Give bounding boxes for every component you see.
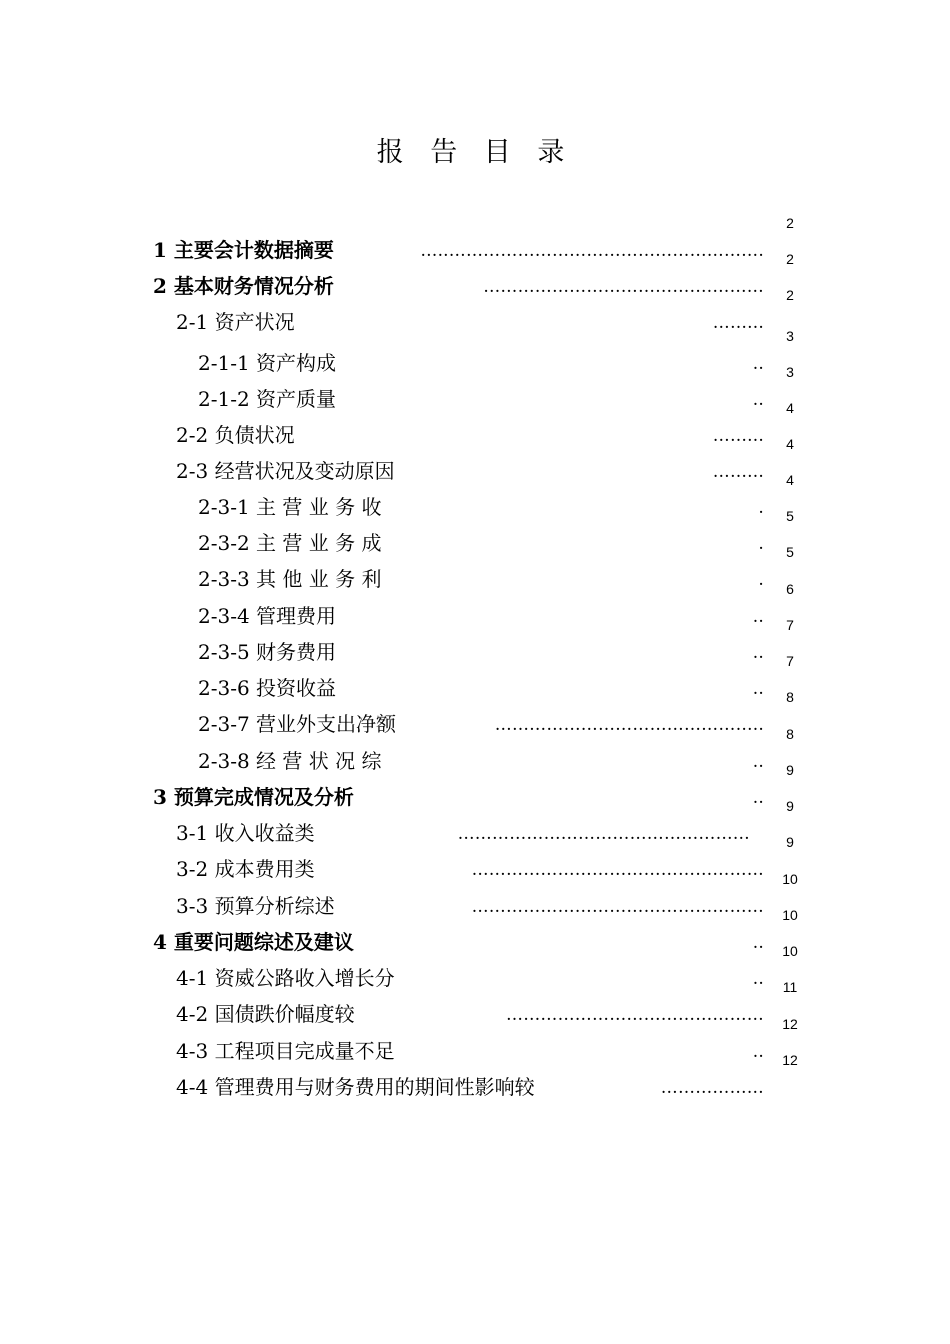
toc-entry-label: 2-1 资产状况 xyxy=(176,310,295,334)
toc-entry-label: 4-3 工程项目完成量不足 xyxy=(176,1039,395,1063)
toc-page-number: 10 xyxy=(782,907,798,923)
toc-entry-label: 2-3 经营状况及变动原因 xyxy=(176,459,395,483)
toc-leader-dots: ……………………………………….. xyxy=(494,715,764,735)
toc-entry-label: 2-2 负债状况 xyxy=(176,423,295,447)
toc-page-number: 6 xyxy=(786,581,794,597)
toc-page-number: 9 xyxy=(786,762,794,778)
toc-entry-label: 3-3 预算分析综述 xyxy=(176,894,335,918)
toc-leader-dots: .. xyxy=(752,1042,764,1062)
toc-page-number: 5 xyxy=(786,544,794,560)
toc-leader-dots: .. xyxy=(752,607,764,627)
toc-page-number: 12 xyxy=(782,1016,798,1032)
toc-entry-label: 1 主要会计数据摘要 xyxy=(153,238,334,262)
toc-page-number: 2 xyxy=(786,251,794,267)
toc-leader-dots: .. xyxy=(752,643,764,663)
toc-leader-dots: ……... xyxy=(712,462,764,482)
toc-page-number: 3 xyxy=(786,328,794,344)
toc-leader-dots: .. xyxy=(752,788,764,808)
toc-page-number: 8 xyxy=(786,689,794,705)
toc-entry-label: 2-3-4 管理费用 xyxy=(198,604,337,628)
toc-leader-dots: ……... xyxy=(712,426,764,446)
document-title: 报 告 目 录 xyxy=(376,137,574,168)
toc-entry-label: 4-2 国债跌价幅度较 xyxy=(176,1002,355,1026)
toc-entry-label: 2-3-5 财务费用 xyxy=(198,640,337,664)
toc-page-number: 12 xyxy=(782,1052,798,1068)
toc-entry-label: 2-3-3 其 他 业 务 利 xyxy=(198,567,382,591)
toc-page-number: 4 xyxy=(786,436,794,452)
toc-leader-dots: …………………………………………… xyxy=(457,824,750,844)
toc-page-number: 10 xyxy=(782,871,798,887)
toc-entry-label: 2 基本财务情况分析 xyxy=(153,274,334,298)
toc-entry-label: 2-1-1 资产构成 xyxy=(198,351,337,375)
toc-leader-dots: …..………………………………………………. xyxy=(420,241,764,261)
toc-leader-dots: .. xyxy=(752,354,764,374)
toc-page-number: 2 xyxy=(786,215,794,231)
toc-page-number: 5 xyxy=(786,508,794,524)
toc-leader-dots: ……………………………………… xyxy=(506,1005,764,1025)
toc-entry-label: 4 重要问题综述及建议 xyxy=(153,930,354,954)
toc-page-number: 11 xyxy=(782,979,798,995)
toc-leader-dots: . xyxy=(758,534,764,554)
toc-entry-label: 3 预算完成情况及分析 xyxy=(153,785,354,809)
toc-page-number: 4 xyxy=(786,400,794,416)
toc-entry-label: 3-1 收入收益类 xyxy=(176,821,315,845)
toc-entry-label: 2-3-2 主 营 业 务 成 xyxy=(198,531,382,555)
toc-entry-label: 3-2 成本费用类 xyxy=(176,857,315,881)
toc-entry-label: 4-4 管理费用与财务费用的期间性影响较 xyxy=(176,1075,535,1099)
toc-page-number: 10 xyxy=(782,943,798,959)
toc-page-number: 7 xyxy=(786,617,794,633)
toc-page-number: 8 xyxy=(786,726,794,742)
toc-leader-dots: .. xyxy=(752,390,764,410)
toc-leader-dots: .. xyxy=(752,969,764,989)
toc-leader-dots: ……………… xyxy=(660,1078,764,1098)
toc-entry-label: 2-1-2 资产质量 xyxy=(198,387,337,411)
toc-leader-dots: ……………………………….………… xyxy=(483,277,764,297)
toc-entry-label: 2-3-8 经 营 状 况 综 xyxy=(198,749,382,773)
toc-page-number: 4 xyxy=(786,472,794,488)
toc-leader-dots: ……... xyxy=(712,313,764,333)
toc-page-number: 3 xyxy=(786,364,794,380)
toc-entry-label: 2-3-1 主 营 业 务 收 xyxy=(198,495,382,519)
toc-page-number: 9 xyxy=(786,834,794,850)
toc-leader-dots: …………………………………………… xyxy=(471,860,764,880)
toc-leader-dots: . xyxy=(758,498,764,518)
toc-entry-4-4[interactable] xyxy=(0,1052,950,1110)
toc-page-number: 2 xyxy=(786,287,794,303)
toc-leader-dots: . xyxy=(758,570,764,590)
toc-leader-dots: .. xyxy=(752,679,764,699)
toc-entry-label: 2-3-6 投资收益 xyxy=(198,676,337,700)
toc-leader-dots: …………………………………………… xyxy=(471,897,764,917)
toc-page-number: 7 xyxy=(786,653,794,669)
toc-entry-label: 4-1 资威公路收入增长分 xyxy=(176,966,395,990)
toc-page-number: 9 xyxy=(786,798,794,814)
toc-entry-label: 2-3-7 营业外支出净额 xyxy=(198,712,397,736)
toc-leader-dots: .. xyxy=(752,933,764,953)
toc-leader-dots: .. xyxy=(752,752,764,772)
